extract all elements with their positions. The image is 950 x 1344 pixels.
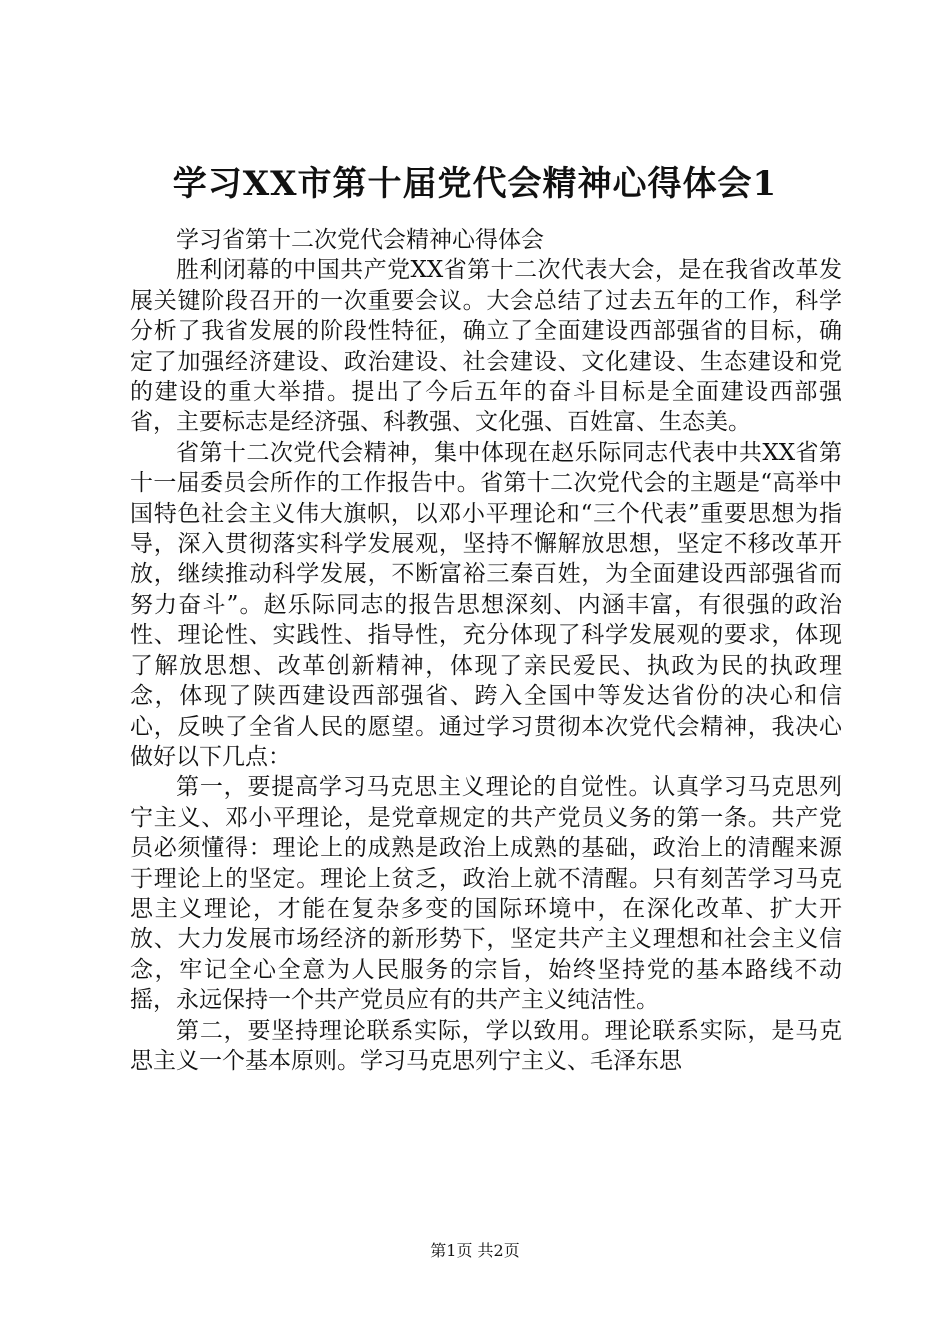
paragraph: 第一，要提高学习马克思主义理论的自觉性。认真学习马克思列宁主义、邓小平理论，是党章规定的共产党员义务的第一条。共产党员必须懂得：理论上的成熟是政治上成熟的基础，政治上的清醒来源于理论上的坚定。理论上贫乏，政治上就不清醒。只有刻苦学习马克思主义理论，才能在复杂多变的国际环境中，在深化改革、扩大开放、大力发展市场经济的新形势下，坚定共产主义理想和社会主义信念，牢记全心全意为人民服务的宗旨，始终坚持党的基本路线不动摇，永远保持一个共产党员应有的共产主义纯洁性。 (130, 774, 842, 1014)
paragraph: 第二，要坚持理论联系实际，学以致用。理论联系实际，是马克思主义一个基本原则。学习马克思列宁主义、毛泽东思 (130, 1017, 842, 1074)
document-subtitle: 学习省第十二次党代会精神心得体会 (176, 227, 544, 253)
document-title: 学习XX市第十届党代会精神心得体会1 (172, 164, 778, 204)
page-number-footer: 第1页 共2页 (430, 1241, 520, 1260)
paragraph: 胜利闭幕的中国共产党XX省第十二次代表大会，是在我省改革发展关键阶段召开的一次重要会议。大会总结了过去五年的工作，科学分析了我省发展的阶段性特征，确立了全面建设西部强省的目标，确定了加强经济建设、政治建设、社会建设、文化建设、生态建设和党的建设的重大举措。提出了今后五年的奋斗目标是全面建设西部强省，主要标志是经济强、科教强、文化强、百姓富、生态美。 (130, 257, 842, 436)
paragraph: 省第十二次党代会精神，集中体现在赵乐际同志代表中共XX省第十一届委员会所作的工作报告中。省第十二次党代会的主题是“高举中国特色社会主义伟大旗帜，以邓小平理论和“三个代表”重要思想为指导，深入贯彻落实科学发展观，坚持不懈解放思想，坚定不移改革开放，继续推动科学发展，不断富裕三秦百姓，为全面建设西部强省而努力奋斗”。赵乐际同志的报告思想深刻、内涵丰富，有很强的政治性、理论性、实践性、指导性，充分体现了科学发展观的要求，体现了解放思想、改革创新精神，体现了亲民爱民、执政为民的执政理念，体现了陕西建设西部强省、跨入全国中等发达省份的决心和信心，反映了全省人民的愿望。通过学习贯彻本次党代会精神，我决心做好以下几点： (130, 439, 842, 770)
document-body (130, 225, 842, 1076)
